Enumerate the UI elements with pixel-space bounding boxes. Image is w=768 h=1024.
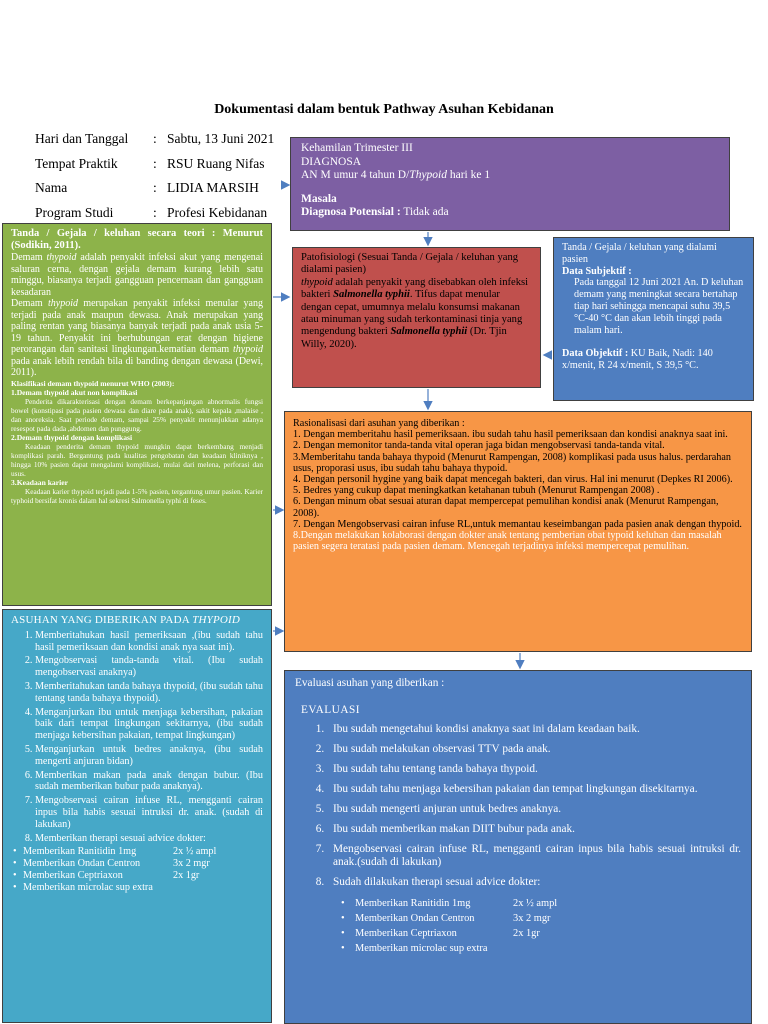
info-row [35,201,274,226]
teori-box [2,223,272,606]
asuhan-item: 1. Memberitahukan hasil pemeriksaan ,(ibu sudah tahu hasil pemeriksaan dan kondisi anak nya saat ini). [35,630,263,654]
evaluasi-item: 4. Ibu sudah tahu menjaga kebersihan pakaian dan tempat lingkungan disekitarnya. [327,783,741,796]
evaluasi-item: 3. Ibu sudah tahu tentang tanda bahaya thypoid. [327,763,741,776]
rasionalisasi-item: 4. Dengan personil hygine yang baik dapat mencegah bakteri, dan virus. Hal ini menurut (Depkes RI 2006). [293,474,733,486]
info-value: LIDIA MARSIH [167,180,259,195]
teori-paragraph: Demam thypoid adalah penyakit infeksi akut yang mengenai saluran cerna, dengan gejala demam kurang lebih satu minggu, biasanya terjadi gangguan pencernaan dan gangguan kesadaran [11,252,263,298]
rasionalisasi-item: 2. Dengan memonitor tanda-tanda vital operan jaga bidan mengobservasi tanda-tanda vital. [293,440,665,452]
info-key: Tempat Praktik [35,155,118,171]
subjektif-text: Pada tanggal 12 Juni 2021 An. D keluhan demam yang meningkat secara bertahap tiap hari sehingga mencapai suhu 39,5 °C-40 °C dan akan lebih tinggi pada malam hari. [574,277,744,336]
subjektif-label: Data Subjektif : [562,265,632,277]
info-separator: : [153,204,157,220]
asuhan-item: 5. Menganjurkan untuk bedres anaknya, (ibu sudah mengerti anjuran bidan) [35,744,263,768]
asuhan-item: 3. Memberitahukan tanda bahaya thypoid, (ibu sudah tahu tentang tanda bahaya thypoid). [35,681,263,705]
rasionalisasi-box [284,411,752,652]
med-item: • Memberikan Ondan Centron 3x 2 mgr [13,858,210,870]
info-key: Hari dan Tanggal [35,131,129,146]
info-key: Nama [35,180,68,195]
rasionalisasi-item: 1. Dengan memberitahu hasil pemeriksaan. ibu sudah tahu hasil pemeriksaan dan kondisi anaknya saat ini. [293,429,728,441]
teori-heading: Tanda / Gejala / keluhan secara teori : Menurut (Sodikin, 2011). [11,228,263,251]
info-value: RSU Ruang Nifas [167,155,265,171]
asuhan-item: 6. Memberikan makan pada anak dengan bubur. (Ibu sudah memberikan bubur pada anaknya). [35,770,263,794]
rasionalisasi-item: 7. Dengan Mengobservasi cairan infuse RL,untuk memantau keseimbangan pada pasien anak dengan thypoid. [293,518,742,530]
teori-paragraph: Demam thypoid merupakan penyakit infeksi menular yang terjadi pada anak maupun dewasa. Anak merupakan yang paling rentan yang biasanya banyak terjadi pada anak usia 5-19 tahun. Penyakit ini berhubungan erat dengan higiene perorangan dan sanitasi lingkungan.kematian demam thypoid pada anak lebih rendah bila di banding dengan dewasa (Dewi, 2011). [11,298,263,378]
evaluasi-intro: Evaluasi asuhan yang diberikan : [295,677,445,689]
evaluasi-list [295,723,741,889]
patofisiologi-heading: Patofisiologi (Sesuai Tanda / Gejala / keluhan yang dialami pasien) [301,252,519,276]
rasionalisasi-item: 6. Dengan minum obat sesuai aturan dapat mempercepat pemulihan kondisi anak (Menurut Rampengan, 2008). [293,496,719,519]
diagnosa-potensial: Diagnosa Potensial : Tidak ada [301,206,449,218]
asuhan-item: 4. Menganjurkan ibu untuk menjaga kebersihan, pakaian baik dari tempat lingkungan sekitarnya, (ibu sudah menjaga kebersihan pakaian, tempat lingkungan) [35,707,263,742]
asuhan-meds [11,846,263,893]
patofisiologi-box [292,247,541,388]
diagnosa-value: AN M umur 4 tahun D/Thypoid hari ke 1 [301,169,491,181]
diagnosa-line: Kehamilan Trimester III [301,142,413,154]
asuhan-list [11,630,263,845]
rasionalisasi-item: 3.Memberitahu tanda bahaya thypoid (Menurut Rampengan, 2008) komplikasi pada usus halus. perdarahan usus, proporasi usus, ibu sudah tahu bahaya thypoid. [293,451,731,474]
med-item: • Memberikan Ranitidin 1mg 2x ½ ampl [341,898,558,909]
rasionalisasi-item: 5. Bedres yang cukup dapat meningkatkan ketahanan tubuh (Menurut Rampengan 2008) . [293,485,660,497]
evaluasi-heading: EVALUASI [301,704,361,716]
info-row [35,176,274,201]
keluhan-box [553,237,754,401]
med-item: • Memberikan microlac sup extra [341,943,488,954]
klasifikasi-heading: Klasifikasi demam thypoid menurut WHO (2003): [11,378,175,388]
info-value: Profesi Kebidanan [167,204,268,220]
header-info [35,127,274,225]
rasionalisasi-heading: Rasionalisasi dari asuhan yang diberikan : [293,418,465,429]
evaluasi-item: 8. Sudah dilakukan therapi sesuai advice dokter: [327,876,741,889]
info-separator: : [153,180,157,195]
diagnosa-box [290,137,730,231]
info-row [35,152,274,177]
info-separator: : [153,155,157,171]
info-key: Program Studi [35,204,114,220]
evaluasi-item: 5. Ibu sudah mengerti anjuran untuk bedres anaknya. [327,803,741,816]
evaluasi-item: 1. Ibu sudah mengetahui kondisi anaknya saat ini dalam keadaan baik. [327,723,741,736]
asuhan-item: 2. Mengobservasi tanda-tanda vital. (Ibu sudah mengobservasi anaknya) [35,655,263,679]
med-item: • Memberikan Ranitidin 1mg 2x ½ ampl [13,846,217,858]
med-item: • Memberikan Ceptriaxon 2x 1gr [13,869,200,881]
diagnosa-label: DIAGNOSA [301,155,362,168]
klasifikasi [11,379,263,505]
klasifikasi-item-heading: 3.Keadaan karier [11,477,68,487]
rasionalisasi-item: 8.Dengan melakukan kolaborasi dengan dokter anak tentang pemberian obat typoid keluhan dan masalah pasien segera teratasi pada pasien demam. Mencegah terjadinya infeksi mempercepat pemulihan. [293,530,722,553]
info-row [35,127,274,152]
med-item: • Memberikan microlac sup extra [13,881,153,893]
evaluasi-item: 6. Ibu sudah memberikan makan DIIT bubur pada anak. [327,823,741,836]
evaluasi-item: 7. Mengobservasi cairan infuse RL, mengganti cairan inpus bila habis sesuai intruksi dr. anak.(sudah di lakukan) [327,843,741,869]
klasifikasi-item-text: Penderita dikarakterisasi dengan demam berkepanjangan abnormalis fungsi bowel (konstipasi pada pasien dewasa dan diare pada anak), sakit kepala ,malaise , dan anoreksia. Saat periode demam, sampai 25% penyakit menunjukkan adanya resespot pada dada ,abdomen dan punggung. [11,396,263,433]
evaluasi-item: 2. Ibu sudah melakukan observasi TTV pada anak. [327,743,741,756]
asuhan-heading: ASUHAN YANG DIBERIKAN PADA THYPOID [11,614,241,626]
document-title: Dokumentasi dalam bentuk Pathway Asuhan Kebidanan [214,102,554,117]
asuhan-item: 7. Mengobservasi cairan infuse RL, mengganti cairan inpus bila habis sesuai intruksi dr. anak. (sudah di lakukan) [35,795,263,830]
evaluasi-meds [295,896,741,956]
med-item: • Memberikan Ceptriaxon 2x 1gr [341,928,540,939]
klasifikasi-item-heading: 2.Demam thypoid dengan komplikasi [11,432,133,442]
patofisiologi-text: thypoid adalah penyakit yang disebabkan oleh infeksi bakteri Salmonella typhii. Tifus dapat menular dengan cepat, umumnya melalu konsumsi makanan atau minuman yang sudah terkontaminasi tinja yang mengendung bakteri Salmonella typhii (Dr. Tjin Willy, 2020). [301,276,529,350]
info-separator: : [153,131,157,146]
evaluasi-box [284,670,752,1024]
objektif: Data Objektif : KU Baik, Nadi: 140 x/menit, R 24 x/menit, S 39,5 °C. [562,348,713,372]
med-item: • Memberikan Ondan Centron 3x 2 mgr [341,913,551,924]
masalah-label: Masala [301,192,337,205]
asuhan-item: 8. Memberikan therapi sesuai advice dokter: [35,833,263,845]
info-value: Sabtu, 13 Juni 2021 [167,131,275,146]
klasifikasi-item-text: Keadaan penderita demam thypoid mungkin dapat berkembang menjadi komplikasi parah. Bergantung pada kualitas pengobatan dan keadaan kliniknya , hingga 10% pasien dapat mengalami komplikasi, mulai dari melena, perforasi dan usus. [11,441,263,478]
klasifikasi-item-heading: 1.Demam thypoid akut non komplikasi [11,387,138,397]
klasifikasi-item-text: Keadaan karier thypoid terjadi pada 1-5% pasien, tergantung umur pasien. Karier typhoid bersifat kronis dalam hal sekresi Salmonella typhi di feses. [11,486,263,505]
asuhan-box [2,609,272,1023]
keluhan-heading: Tanda / Gejala / keluhan yang dialami pasien [562,242,717,265]
